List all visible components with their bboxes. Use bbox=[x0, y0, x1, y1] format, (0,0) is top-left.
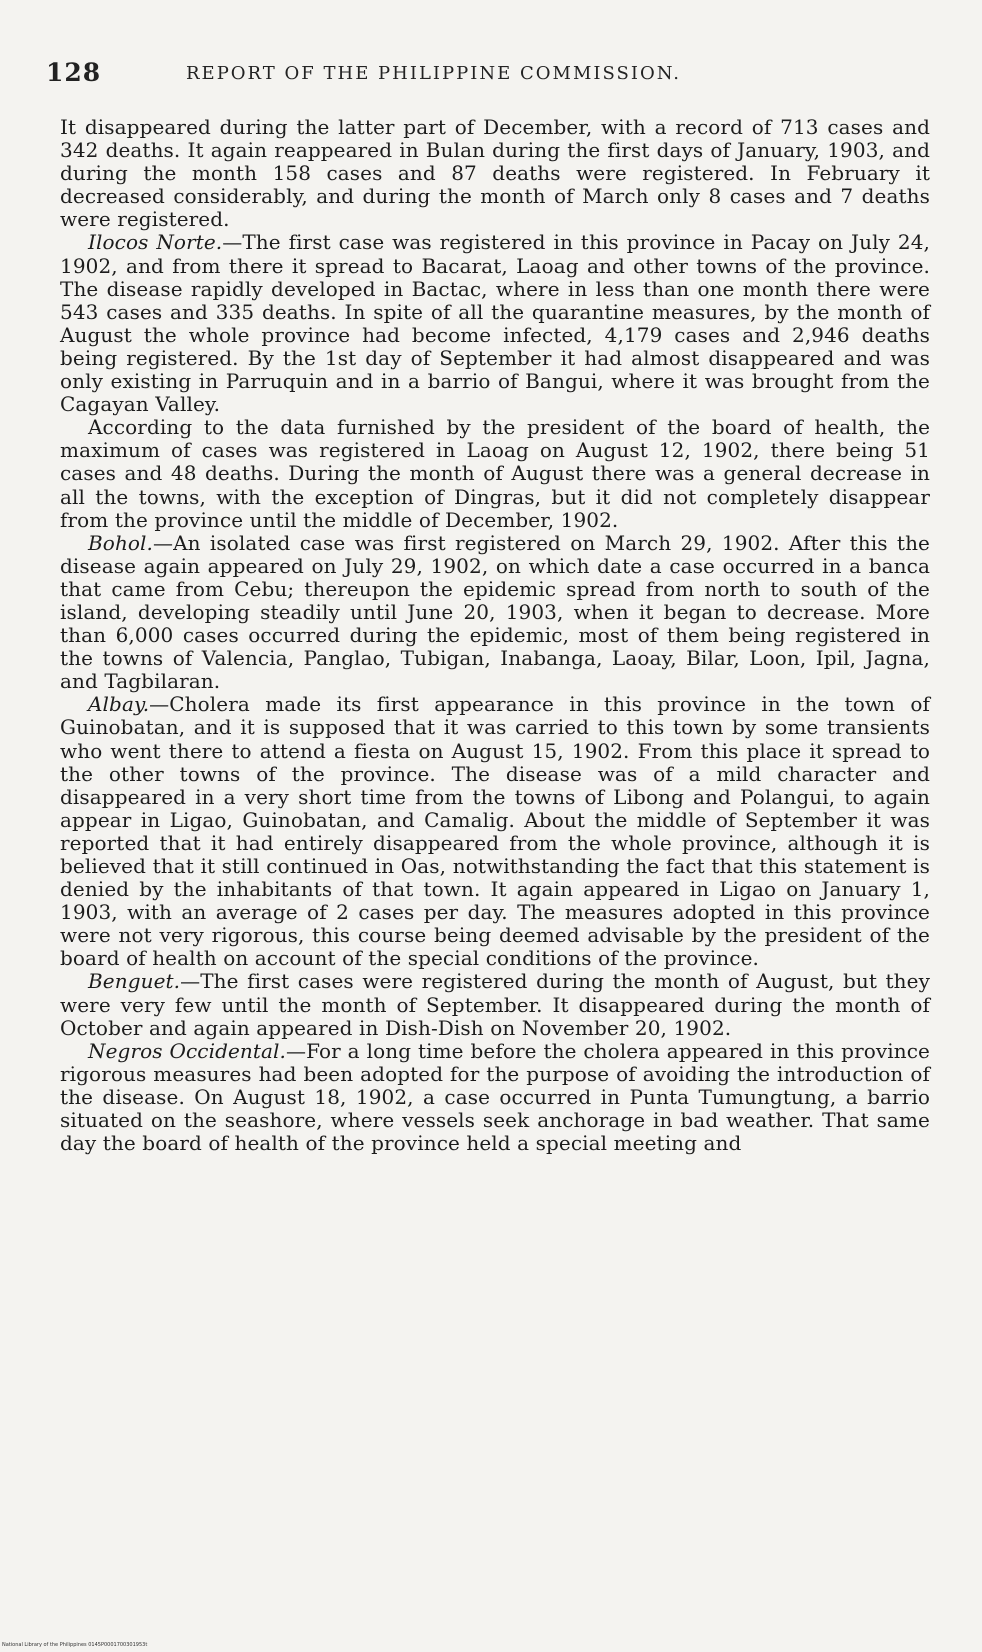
paragraph-lead: Ilocos Norte. bbox=[88, 230, 223, 255]
paragraph-lead: Albay. bbox=[88, 692, 150, 717]
paragraph-negros-occidental bbox=[60, 1040, 930, 1155]
paragraph bbox=[60, 116, 930, 231]
paragraph-text: —Cholera made its first appearance in this province in the town of Guinobatan, and it is supposed that it was carried to this town by some transients who went there to attend a fiesta on August 15, 1902. From this place it spread to the other towns of the province. The disease was of a mild character and disappeared in a very short time from the towns of Libong and Polangui, to again appear in Ligao, Guinobatan, and Camalig. About the middle of September it was reported that it had entirely disappeared from the whole province, although it is believed that it still continued in Oas, notwithstanding the fact that this statement is denied by the inhabitants of that town. It again appeared in Ligao on January 1, 1903, with an average of 2 cases per day. The measures adopted in this province were not very rigorous, this course being deemed advisable by the president of the board of health on account of the special conditions of the province. bbox=[60, 692, 930, 971]
page-number: 128 bbox=[46, 58, 102, 87]
running-title: REPORT OF THE PHILIPPINE COMMISSION. bbox=[186, 63, 682, 84]
paragraph-text: —An isolated case was first registered on March 29, 1902. After this the disease again appeared on July 29, 1902, on which date a case occurred in a banca that came from Cebu; thereupon the epidemic spread from north to south of the island, developing steadily until June 20, 1903, when it began to decrease. More than 6,000 cases occurred during the epidemic, most of them being registered in the towns of Valencia, Panglao, Tubigan, Inabanga, Laoay, Bilar, Loon, Ipil, Jagna, and Tagbilaran. bbox=[60, 530, 930, 694]
body-text bbox=[60, 116, 930, 1155]
paragraph-text: It disappeared during the latter part of December, with a record of 713 cases and 342 deaths. It again reappeared in Bulan during the first days of January, 1903, and during the month 158 cases and 87 deaths were registered. In February it decreased considerably, and during the month of March only 8 cases and 7 deaths were registered. bbox=[60, 115, 930, 232]
paragraph-albay bbox=[60, 693, 930, 970]
paragraph-text: —The first case was registered in this province in Pacay on July 24, 1902, and from there it spread to Bacarat, Laoag and other towns of the province. The disease rapidly developed in Bactac, where in less than one month there were 543 cases and 335 deaths. In spite of all the quarantine measures, by the month of August the whole province had become infected, 4,179 cases and 2,946 deaths being registered. By the 1st day of September it had almost disappeared and was only existing in Parruquin and in a barrio of Bangui, where it was brought from the Cagayan Valley. bbox=[60, 230, 930, 417]
paragraph-text: According to the data furnished by the president of the board of health, the maximum of cases was registered in Laoag on August 12, 1902, there being 51 cases and 48 deaths. During the month of August there was a general decrease in all the towns, with the exception of Dingras, but it did not completely disappear from the province until the middle of December, 1902. bbox=[60, 415, 930, 532]
paragraph-lead: Bohol. bbox=[88, 530, 154, 555]
paragraph-bohol bbox=[60, 532, 930, 694]
paragraph-text: —The first cases were registered during the month of August, but they were very few until the month of September. It disappeared during the month of October and again appeared in Dish-Dish on November 20, 1902. bbox=[60, 969, 930, 1040]
paragraph-lead: Benguet. bbox=[88, 969, 181, 994]
paragraph-text: —For a long time before the cholera appeared in this province rigorous measures had been adopted for the purpose of avoiding the introduction of the disease. On August 18, 1902, a case occurred in Punta Tumungtung, a barrio situated on the seashore, where vessels seek anchorage in bad weather. That same day the board of health of the province held a special meeting and bbox=[60, 1038, 930, 1156]
paragraph-ilocos-norte bbox=[60, 231, 930, 416]
paragraph-benguet bbox=[60, 970, 930, 1039]
paragraph-lead: Negros Occidental. bbox=[88, 1038, 287, 1063]
page-header bbox=[46, 58, 936, 88]
footer-note: National Library of the Philippines 0145P0001700301953t bbox=[2, 1642, 148, 1648]
paragraph bbox=[60, 416, 930, 531]
